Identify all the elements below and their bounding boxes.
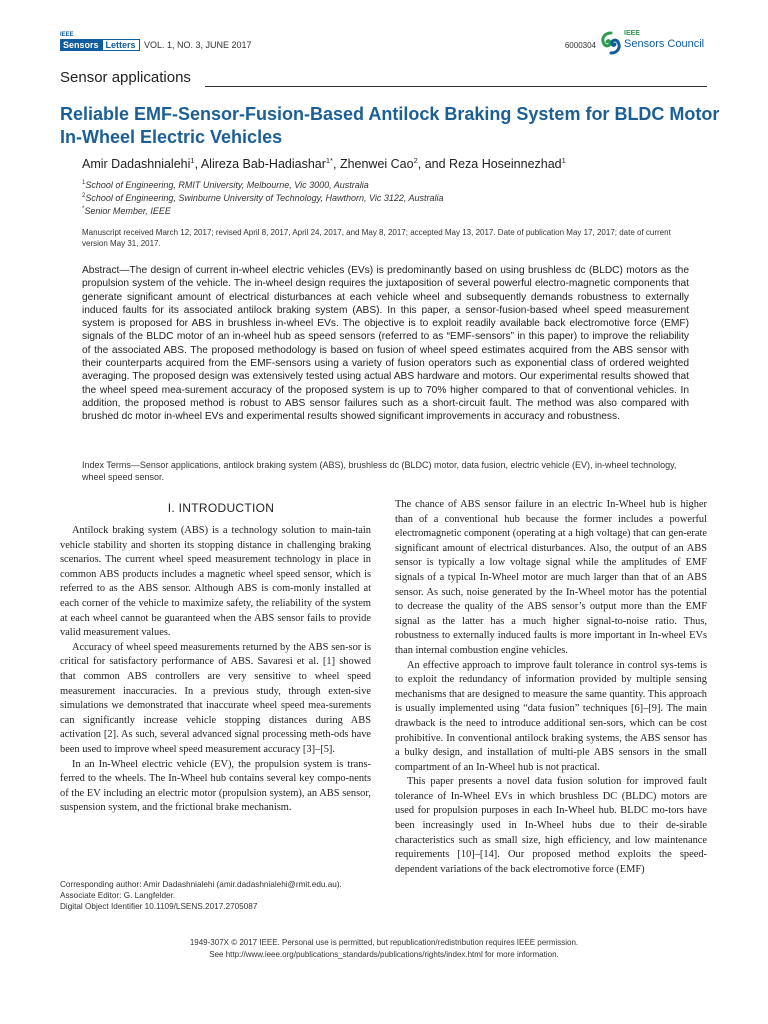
affiliation-sup: 2 [82, 193, 86, 199]
body-paragraph: In an In-Wheel electric vehicle (EV), the propulsion system is trans-ferred to the wheels. The In-Wheel hub contains several key compo-nents of the EV including an electric motor (propulsion system), an ABS sensor, suspension system, and the frictional brake mechanism. [60, 758, 371, 814]
copyright-line: 1949-307X © 2017 IEEE. Personal use is permitted, but republication/redistribution requires IEEE permission. [189, 938, 579, 947]
author-sup: 1 [190, 156, 195, 165]
affiliation-text: School of Engineering, RMIT University, Melbourne, Vic 3000, Australia [85, 180, 369, 190]
affiliation-sup: 1 [82, 180, 86, 186]
author-sup: 1 [561, 156, 566, 165]
section-heading: Sensor applications [60, 69, 191, 86]
author-name: Alireza Bab-Hadiashar [200, 157, 326, 172]
left-column [60, 524, 371, 816]
associate-editor: Associate Editor: G. Langfelder. [60, 891, 176, 900]
section-rule [205, 86, 707, 87]
right-column [395, 498, 707, 877]
body-paragraph: The chance of ABS sensor failure in an electric In-Wheel hub is higher than of a conventional hub because the former includes a powerful electromagnetic component (operating at a high voltage) that can gen-erate significant amount of electrical disturbances. Also, the output of an ABS sensor is typically a low voltage signal while the amplitudes of EMF signals of a typical In-Wheel motor are much larger than that of an ABS sensor. As such, noise generated by the In-Wheel motor has the potential to decrease the quality of the ABS sensor’s output more than the EMF signal as the latter has a much higher signal-to-noise ratio. Thus, robustness to externally induced faults is more important in In-wheel EVs than internal combustion engine vehicles. [395, 499, 707, 656]
affiliation [82, 180, 369, 190]
affiliation-sup: * [82, 206, 85, 212]
author-list [82, 156, 566, 171]
rights-link-line: See http://www.ieee.org/publications_standards/publications/rights/index.html for more information. [209, 950, 559, 959]
abstract: Abstract—The design of current in-wheel electric vehicles (EVs) is predominantly based on using brushless dc (BLDC) motors as the propulsion system of the vehicle. The in-wheel design requires the juxtaposition of several powerful electro-magnetic components that generate significant amount of electrical disturbances at each vehicle wheel and subsequently demands robustness to externally induced faults for its associated antilock braking system (ABS). In this paper, a sensor-fusion-based wheel speed measurement system is proposed for ABS in brushless in-wheel EVs. The objective is to exploit readily available back electromotive force (EMF) signals of the BLDC motor of an in-wheel hub as speed sensors (referred to as “EMF-sensors” in this paper) to improve the reliability of the associated ABS. The proposed methodology is based on fusion of wheel speed estimates acquired from the ABS sensor with their counterparts acquired from the EMF-sensors using a variety of fusion operators such as exponential class of ordered weighted averaging. The proposed design was extensively tested using actual ABS hardware and motors. Our experimental results showed that the wheel speed mea-surement accuracy of the proposed system is up to 70% higher compared to that of conventional vehicles. In addition, the proposed method is robust to ABS sensor failures such as a short-circuit fault. The method was also compared with brushed dc motor in-wheel EVs and experimental results showed significant improvements in accuracy and robustness. [82, 265, 689, 423]
council-swirl-icon [598, 30, 624, 56]
sensors-letters-logo [60, 34, 142, 54]
author-separator: , [332, 157, 340, 172]
author-sup: 2 [413, 156, 418, 165]
affiliation-text: Senior Member, IEEE [84, 206, 171, 216]
affiliation [82, 193, 444, 203]
doi: Digital Object Identifier 10.1109/LSENS.2017.2705087 [60, 902, 258, 911]
author-name: Amir Dadashnialehi [82, 157, 191, 172]
introduction-heading: I. INTRODUCTION [167, 501, 275, 515]
author-sup: 1* [325, 156, 333, 165]
author-separator: , [194, 157, 201, 172]
footnote [60, 879, 342, 912]
volume-info: VOL. 1, NO. 3, JUNE 2017 [144, 40, 252, 50]
council-name-text: Sensors Council [624, 38, 705, 50]
author-name: Reza Hoseinnezhad [449, 157, 562, 172]
index-terms: Index Terms—Sensor applications, antilock braking system (ABS), brushless dc (BLDC) motor, data fusion, electric vehicle (EV), in-wheel technology, wheel speed sensor. [82, 460, 677, 482]
body-paragraph: This paper presents a novel data fusion solution for improved fault tolerance of In-Wheel EVs in which brushless DC (BLDC) motors are used for propulsion purposes in each In-Wheel hub. BLDC mo-tors have been increasingly used in In-Wheel hubs due to their de-sirable characteristics such as small size, high efficiency, and low maintenance requirements [10]–[14]. Our proposed method exploits the speed-dependent variations of the back electromotive force (EMF) [395, 776, 707, 875]
council-ieee-text: IEEE [624, 30, 640, 37]
copyright-footer [60, 937, 708, 961]
body-paragraph: An effective approach to improve fault tolerance in control sys-tems is to exploit the redundancy of information provided by multiple sensing mechanisms that are designed to measure the same quantity. This approach is usually implemented using “data fusion” techniques [6]–[9]. The main drawback is the need to introduce additional sen-sors, which can be cost prohibitive. In conventional antilock braking systems, the ABS sensor has a bulky design, and installation of multi-ple ABS sensors in the small compartment of an In-Wheel hub is not practical. [395, 659, 707, 773]
body-paragraph: Antilock braking system (ABS) is a technology solution to main-tain vehicle stability and shorten its stopping distance in challenging braking scenarios. The current wheel speed measurement technology in place in common ABS products includes a magnetic wheel speed sensor, which is referred to as the ABS sensor. Although ABS is com-monly installed at each corner of the vehicle to maximize safety, the reliability of the system at each wheel cannot be guaranteed when the ABS sensor fails to provide valid measurement values. [60, 525, 371, 639]
manuscript-dates: Manuscript received March 12, 2017; revised April 8, 2017, April 24, 2017, and May 8, 2017; accepted May 13, 2017. Date of publication May 17, 2017; date of current version May 31, 2017. [82, 228, 671, 248]
corresponding-author: Corresponding author: Amir Dadashnialehi (amir.dadashnialehi@rmit.edu.au). [60, 880, 342, 889]
body-paragraph: Accuracy of wheel speed measurements returned by the ABS sen-sor is critical for satisfactory performance of ABS. Savaresi et al. [1] showed that common ABS controllers are very sensitive to wheel speed measurement inaccuracies. In a previous study, through exten-sive simulations we demonstrated that inaccurate wheel speed mea-surements can significantly increase vehicle stopping distances during ABS activation [2]. As such, several advanced signal processing meth-ods have been used to improve wheel speed measurement accuracy [3]–[5]. [60, 641, 371, 755]
author-name: Zhenwei Cao [339, 157, 414, 172]
author-separator: , and [417, 157, 450, 172]
sensors-council-logo [598, 30, 708, 56]
journal-header [60, 30, 708, 56]
paper-title: Reliable EMF-Sensor-Fusion-Based Antilock Braking System for BLDC Motor In-Wheel Electric Vehicles [60, 104, 720, 147]
article-number: 6000304 [564, 41, 596, 50]
logo-letters-text: Letters [102, 39, 140, 51]
logo-ieee-text: IEEE [60, 32, 74, 38]
affiliation-text: School of Engineering, Swinburne University of Technology, Hawthorn, Vic 3122, Australia [85, 193, 444, 203]
affiliation [82, 206, 171, 216]
logo-sensors-text: Sensors [60, 39, 102, 51]
